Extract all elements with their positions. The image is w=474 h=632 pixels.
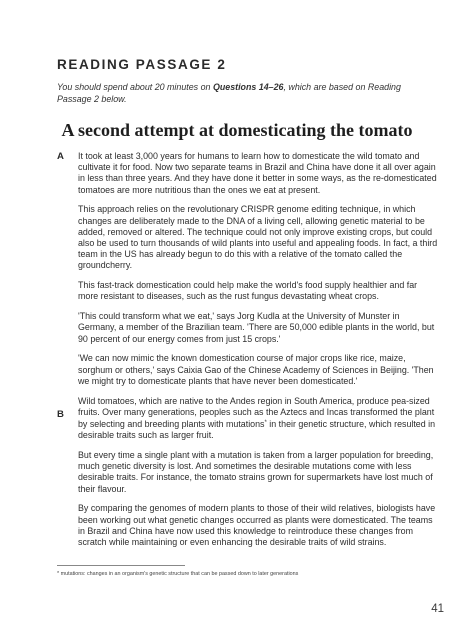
passage-heading: READING PASSAGE 2	[57, 57, 227, 72]
footnote: * mutations: changes in an organism's genetic structure that can be passed down to later generations	[57, 571, 299, 577]
page-number: 41	[431, 603, 444, 615]
instructions	[57, 81, 429, 106]
paragraph: Wild tomatoes, which are native to the Andes region in South America, produce pea-sized fruits. Over many generations, peoples such as the Aztecs and Incas transformed the plant by selecting and breeding plants with mutations* in their genetic structure, which resulted in desirable traits such as larger fruit.	[78, 395, 436, 441]
paragraph: It took at least 3,000 years for humans to learn how to domesticate the wild tomato and cultivate it for food. Now two separate teams in Brazil and China have done it all over again in less than three years. And they have done it better in some ways, as the re-domesticated tomatoes are more nutritious than the ones we eat at present.	[78, 151, 437, 195]
paragraph: 'This could transform what we eat,' says Jorg Kudla at the University of Munster in Germany, a member of the Brazilian team. 'There are 50,000 edible plants in the world, but 90 percent of our energy comes from just 15 crops.'	[78, 311, 435, 344]
instructions-questions: Questions 14–26	[212, 82, 284, 92]
passage-body	[78, 151, 438, 557]
paragraph: This approach relies on the revolutionary CRISPR genome editing technique, in which changes are deliberately made to the DNA of a living cell, allowing genetic material to be added, removed or altered. The technique could not only improve existing crops, but could also be used to turn thousands of wild plants into useful and appealing foods. In fact, a third team in the US has already begun to do this with a relative of the tomato called the groundcherry.	[78, 204, 438, 271]
paragraph: But every time a single plant with a mutation is taken from a larger population for breeding, much genetic diversity is lost. And sometimes the desirable mutations come with less desirable traits. For instance, the tomato strains grown for supermarkets have lost much of their flavour.	[78, 450, 434, 494]
footnote-divider	[57, 565, 185, 566]
paragraph: 'We can now mimic the known domestication course of major crops like rice, maize, sorghum or others,' says Caixia Gao of the Chinese Academy of Sciences in Beijing. 'Then we might try to domesticate plants that have never been domesticated.'	[78, 353, 434, 386]
section-letter-a: A	[57, 151, 64, 162]
paragraph: This fast-track domestication could help make the world's food supply healthier and far more resistant to diseases, such as the rust fungus devastating wheat crops.	[78, 280, 418, 302]
instructions-post: , which are based on Reading Passage 2 below.	[57, 82, 401, 105]
passage-title: A second attempt at domesticating the tomato	[61, 120, 413, 140]
instructions-pre: You should spend about 20 minutes on	[57, 82, 213, 92]
paragraph: By comparing the genomes of modern plants to those of their wild relatives, biologists have been working out what genetic changes occurred as plants were domesticated. The teams in Brazil and China have now used this knowledge to reintroduce these changes from scratch while maintaining or even enhancing the desirable traits of wild strains.	[78, 503, 436, 548]
footnote-marker: *	[264, 420, 267, 427]
section-letter-b: B	[57, 409, 64, 420]
